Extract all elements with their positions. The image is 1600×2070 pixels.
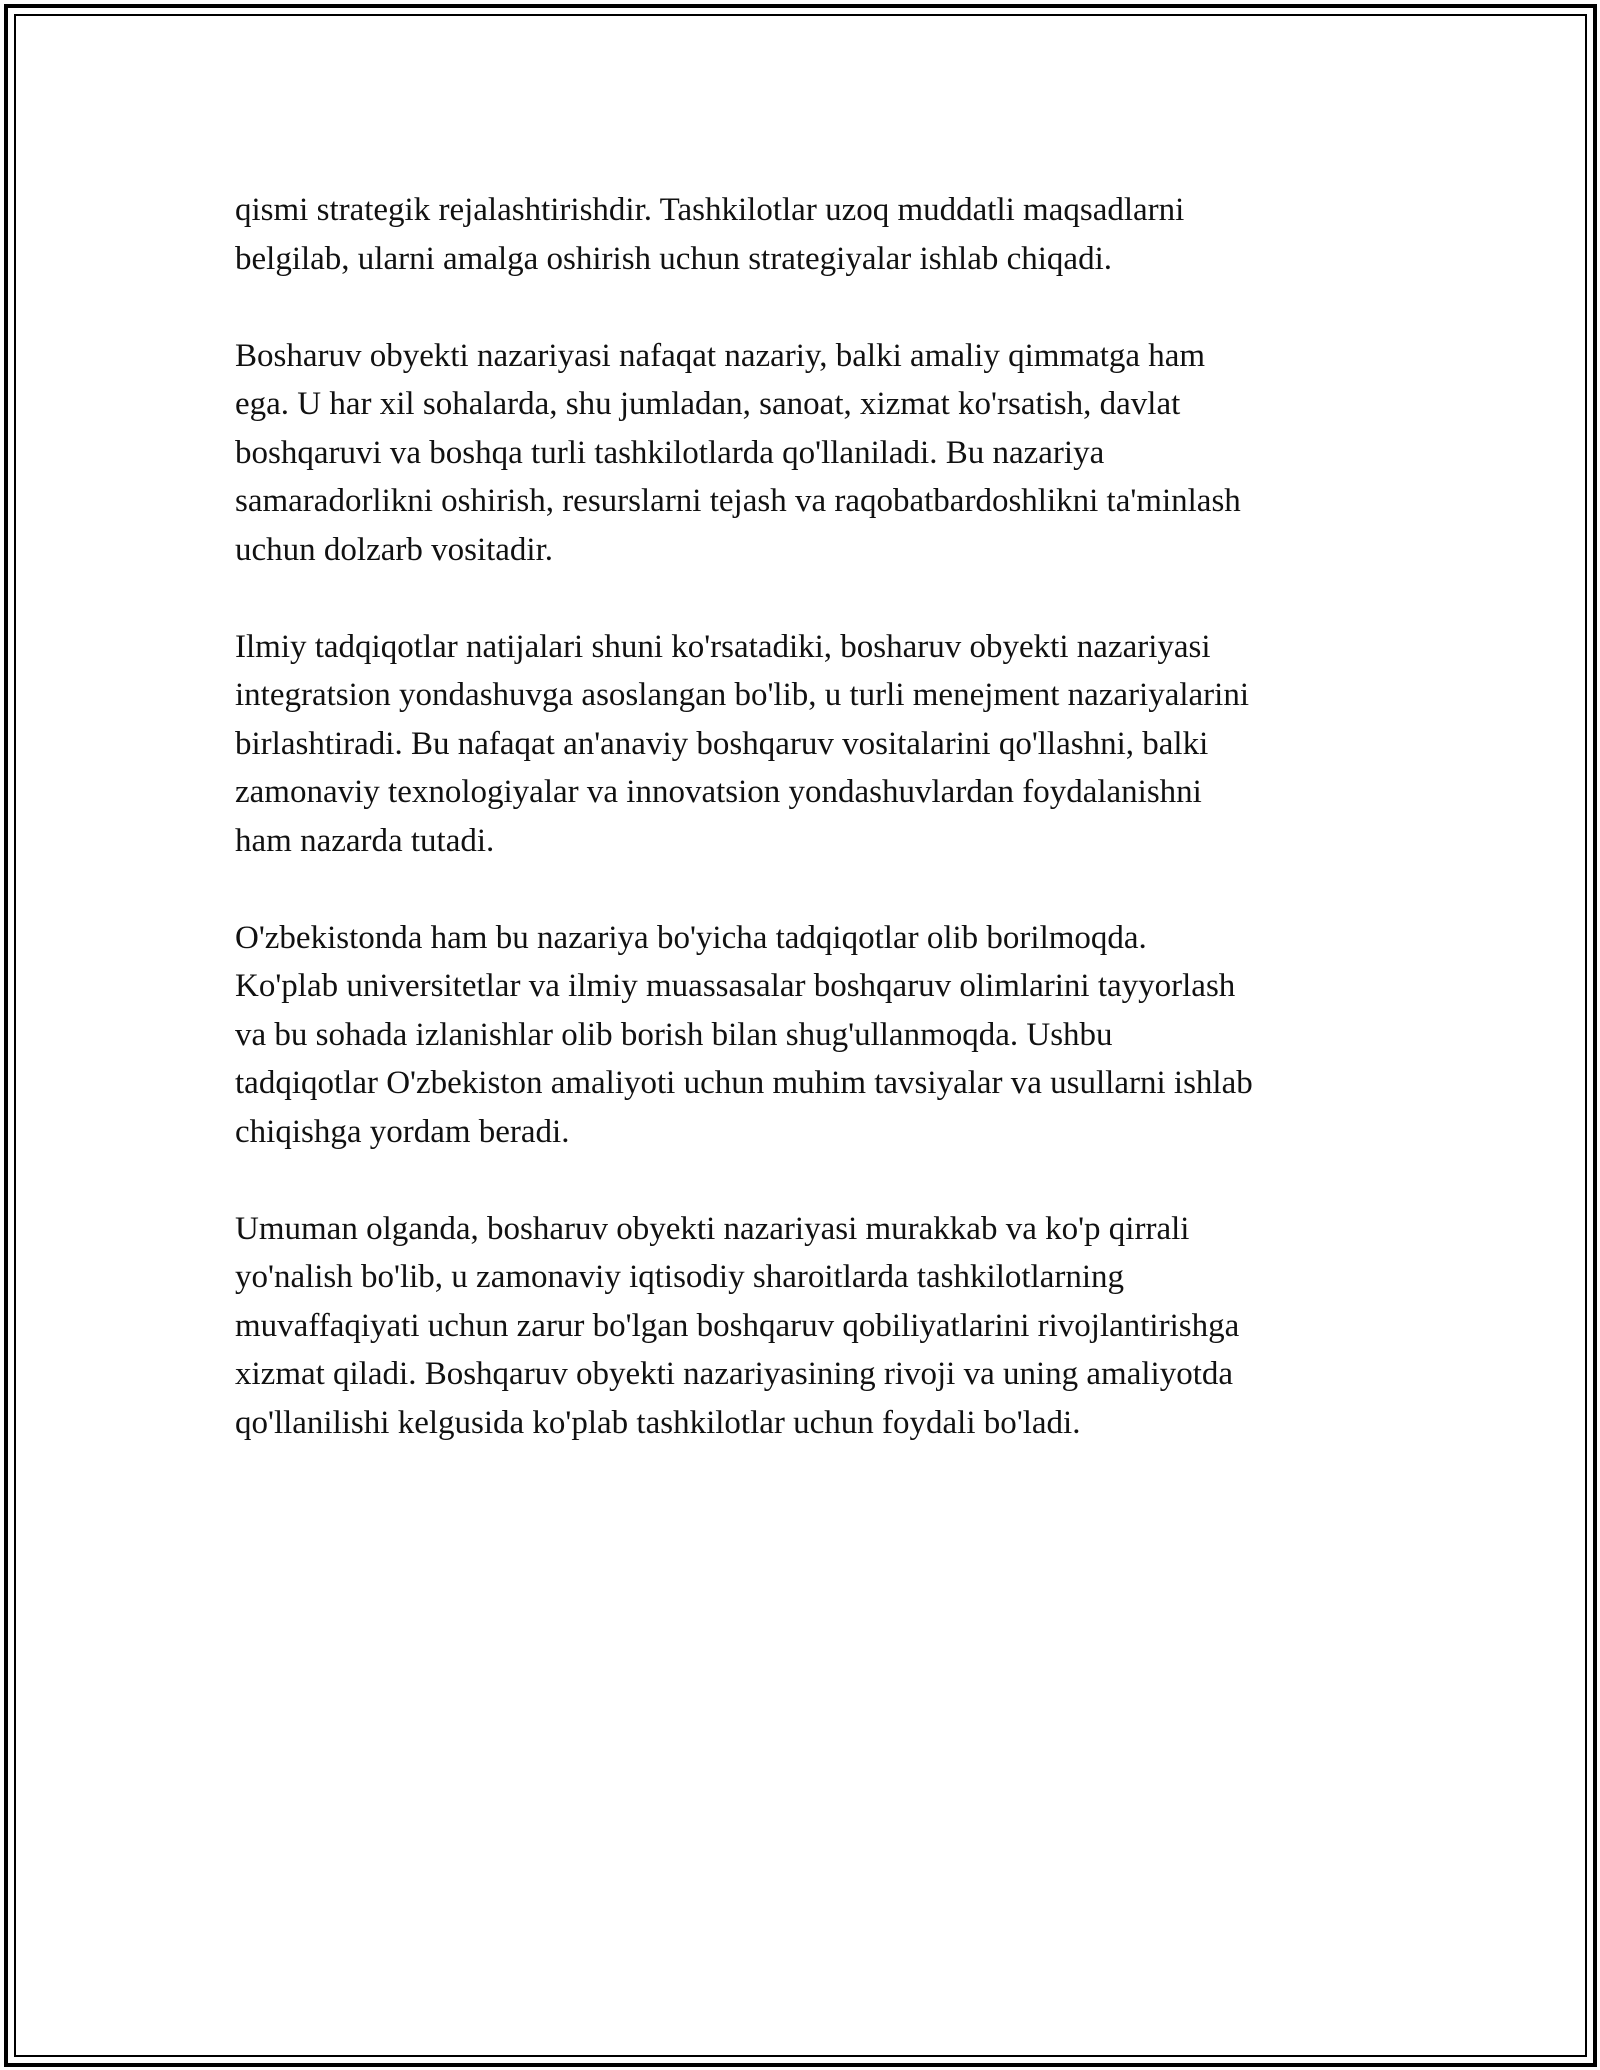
text-line: samaradorlikni oshirish, resurslarni tejash va raqobatbardoshlikni ta'minlash [235, 483, 1241, 519]
text-line: Umuman olganda, bosharuv obyekti nazariyasi murakkab va ko'p qirrali [235, 1210, 1190, 1247]
text-line: xizmat qiladi. Boshqaruv obyekti nazariyasining rivoji va uning amaliyotda [235, 1356, 1234, 1392]
text-line: va bu sohada izlanishlar olib borish bilan shug'ullanmoqda. Ushbu [235, 1016, 1113, 1053]
paragraph-5 [235, 1205, 1385, 1448]
text-line: birlashtiradi. Bu nafaqat an'anaviy boshqaruv vositalarini qo'llashni, balki [235, 725, 1209, 762]
text-line: Bosharuv obyekti nazariyasi nafaqat nazariy, balki amaliy qimmatga ham [235, 337, 1206, 374]
text-line: O'zbekistonda ham bu nazariya bo'yicha tadqiqotlar olib borilmoqda. [235, 919, 1147, 956]
text-line: Ko'plab universitetlar va ilmiy muassasalar boshqaruv olimlarini tayyorlash [235, 968, 1236, 1004]
paragraph-1 [235, 186, 1385, 283]
text-line: boshqaruvi va boshqa turli tashkilotlarda qo'llaniladi. Bu nazariya [235, 434, 1105, 471]
text-line: muvaffaqiyati uchun zarur bo'lgan boshqaruv qobiliyatlarini rivojlantirishga [235, 1307, 1240, 1344]
text-line: chiqishga yordam beradi. [235, 1113, 570, 1150]
text-line: Ilmiy tadqiqotlar natijalari shuni ko'rsatadiki, bosharuv obyekti nazariyasi [235, 628, 1211, 665]
paragraph-4 [235, 914, 1385, 1157]
document-body [235, 186, 1385, 1496]
text-line: ega. U har xil sohalarda, shu jumladan, sanoat, xizmat ko'rsatish, davlat [235, 386, 1181, 422]
text-line: belgilab, ularni amalga oshirish uchun strategiyalar ishlab chiqadi. [235, 240, 1112, 277]
text-line: tadqiqotlar O'zbekiston amaliyoti uchun muhim tavsiyalar va usullarni ishlab [235, 1065, 1253, 1101]
text-line: zamonaviy texnologiyalar va innovatsion yondashuvlardan foydalanishni [235, 774, 1202, 810]
text-line: qismi strategik rejalashtirishdir. Tashkilotlar uzoq muddatli maqsadlarni [235, 192, 1185, 228]
text-line: integratsion yondashuvga asoslangan bo'lib, u turli menejment nazariyalarini [235, 677, 1250, 713]
text-line: qo'llanilishi kelgusida ko'plab tashkilotlar uchun foydali bo'ladi. [235, 1404, 1081, 1441]
paragraph-3 [235, 623, 1385, 866]
text-line: uchun dolzarb vositadir. [235, 531, 554, 568]
paragraph-2 [235, 332, 1385, 575]
text-line: yo'nalish bo'lib, u zamonaviy iqtisodiy sharoitlarda tashkilotlarning [235, 1259, 1125, 1295]
text-line: ham nazarda tutadi. [235, 822, 495, 859]
